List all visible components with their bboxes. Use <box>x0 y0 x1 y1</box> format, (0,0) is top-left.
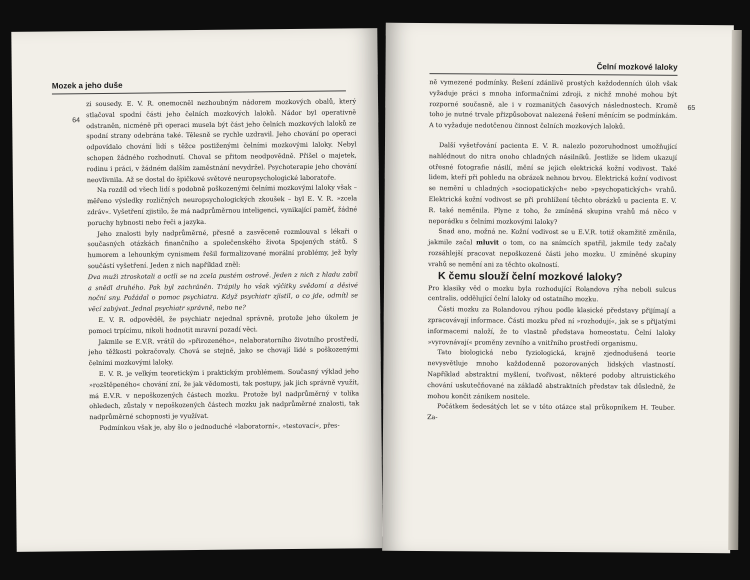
paragraph: Na rozdíl od všech lidí s podobně poškozenými čelními mozkovými laloky však – měřeno výsledky rozličných neuropsychologických zkoušek – byl E. V. R. »zcela zdráv«. Vyšetření zjistilo, že má nadprůměrnou inteligenci, vynikající paměť, žádné poruchy hybnosti nebo řeči a jazyka. <box>87 183 358 227</box>
page-number-right: 65 <box>687 104 696 112</box>
paragraph: Pro klasiky věd o mozku byla rozhodující Rolandova rýha neboli sulcus centralis, oddělující čelní laloky od ostatního mozku. <box>427 283 677 304</box>
paragraph: zi sousedy. E. V. R. onemocněl nezhoubným nádorem mozkových obalů, který stlačoval spodní části jeho čelních mozkových laloků. Nádor byl operativně odstraněn, nicméně při operaci musela být část jeho čelních mozkových laloků ze spodní strany odebrána také. Tělesně se rychle uzdravil. Jeho chování po operaci odpovídalo chování lidí s těžce postiženými čelními mozkovými laloky. Nebyl schopen žádného rozhodnutí. Choval se přitom neodpovědně. Přišel o majetek, rodinu i práci, v žádném dalším zaměstnání nevydržel. Psychoterapie jeho chování neovlivnila. Až se dostal do špičkové světové neuropsychologické laboratoře. <box>86 97 357 184</box>
paragraph: Další vyšetřování pacienta E. V. R. nalezlo pozoruhodnost umožňující nahlédnout do nitra onoho chladných násilníků. Jestliže se lidem ukazují otřesné fotografie násilí, mění se jejich elektrická kožní vodivost. Také lidem, kteří při pohledu na obrázek nehnou brvou. Elektrická kožní vodivost se nemění u chladných »sociopatických« nebo »psychopatických« vrahů. Elektrická kožní vodivost se při prohlížení těchto obrázků u pacienta E. V. R. také neměnila. Plyne z toho, že zmíněná skupina vrahů má něco v neporádku s čelními mozkovými laloky? <box>428 141 678 226</box>
text-run: Snad ano, možná ne. Kožní vodivost se u E.V.R. totiž okamžitě změnila, jakmile začal <box>428 227 677 247</box>
paragraph: Podmínkou však je, aby šlo o jednoduché »laboratorní«, »testovací«, přes- <box>99 421 340 432</box>
paragraph: Tato biologická nebo fyziologická, krajně zjednodušená teorie nevysvětluje mnoho každodenně pozorovaných lidských vlastností. Například abstraktní myšlení, tvořivost, některé podoby altruistického chování uskutečňované na základě abstraktních představ tak důsledně, že mohou končit zánikem nositele. <box>427 348 676 401</box>
paragraph: Jeho znalosti byly nadprůměrné, přesně a zasvěceně rozmlouval s lékaři o současných otázkách finančního a společenského života Spojených států. S humorem a lehounkým cynismem řešil formalizované morální problémy, jež byly součástí vyšetření. Jeden z nich například zněl: <box>87 226 358 271</box>
header-rule-left <box>52 90 346 94</box>
paragraph: Části mozku za Rolandovou rýhou podle klasické představy přijímají a zpracovávají informace. Části mozku před ní »rozhodují«, jak se s přijatými informacemi naloží, že to vlastně představa homeostatu. Čelní laloky »vyrovnávají« proměny zevního a vnitřního prostředí organismu. <box>427 305 676 348</box>
running-head-right: Čelní mozkové laloky <box>596 62 678 72</box>
emphasis-mluvit: mluvit <box>476 238 500 247</box>
section-title: K čemu slouží čelní mozkové laloky? <box>438 269 623 283</box>
right-page <box>382 23 734 553</box>
paragraph: E. V. R. odpověděl, že psychiatr nejednal správně, protože jeho úkolem je pomoci trpícímu, nikoli hodnotit mravní pozadí věci. <box>88 313 359 335</box>
left-page <box>11 28 382 552</box>
text-run: o tom, co na snímcích spatřil, jakmile tedy začaly rozsáhlejší pracovat nepoškozené části jeho mozku. U zmíněné skupiny vrahů se nemění ani za těchto okolností. <box>428 238 677 269</box>
paragraph: Počátkem šedesátých let se v této otázce stal průkopníkem H. Teuber. Za- <box>427 402 676 422</box>
page-number-left: 64 <box>72 117 81 125</box>
left-text-block <box>86 96 359 434</box>
paragraph: Jakmile se E.V.R. vrátil do »přirozeného«, nelaboratorního životního prostředí, jeho těžkosti pokračovaly. Chová se stejně, jako se chovají lidé s poškozenými čelními mozkovými laloky. <box>88 334 359 368</box>
running-head-left: Mozek a jeho duše <box>51 80 123 91</box>
paragraph: ně vymezené podmínky. Řešení zdánlivě prostých každodenních úloh však vyžaduje práci s mnoha informačními zdroji, z nichž mnohé mohou být rozporné současně, ale i v rozmanitých časových následnostech. Kromě toho je nutné trvale přizpůsobovat nalezená řešení měnícím se podmínkám. A to vyžaduje nedotčenou činnost čelních mozkových laloků. <box>429 78 678 131</box>
header-rule-right <box>429 73 677 76</box>
moral-dilemma-quote: Dva muži ztroskotali a octli se na zcela pustém ostrově. Jeden z nich z hladu zabil a snědl druhého. Pak byl zachráněn. Trápily ho však výčitky svědomí a děsivé noční sny. Požádal o pomoc psychiatra. Když psychiatr zjistil, o co jde, odmítl se věcí zabývat. Jednal psychiatr správně, nebo ne? <box>87 270 359 314</box>
paragraph-mluvit <box>428 226 676 271</box>
right-text-block <box>427 77 677 425</box>
paragraph: E. V. R. je velkým teoretickým i praktickým problémem. Současný výklad jeho »rozštěpeného« chování zní, že jak vědomosti, tak postupy, jak jich správně využít, má E.V.R. v nepoškozených částech mozku. Protože byl nadprůměrný v tolika ohledech, zůstaly v nepoškozených částech mozku jak nadprůměrné znalosti, tak nadprůměrné schopnosti je využívat. <box>88 367 360 422</box>
